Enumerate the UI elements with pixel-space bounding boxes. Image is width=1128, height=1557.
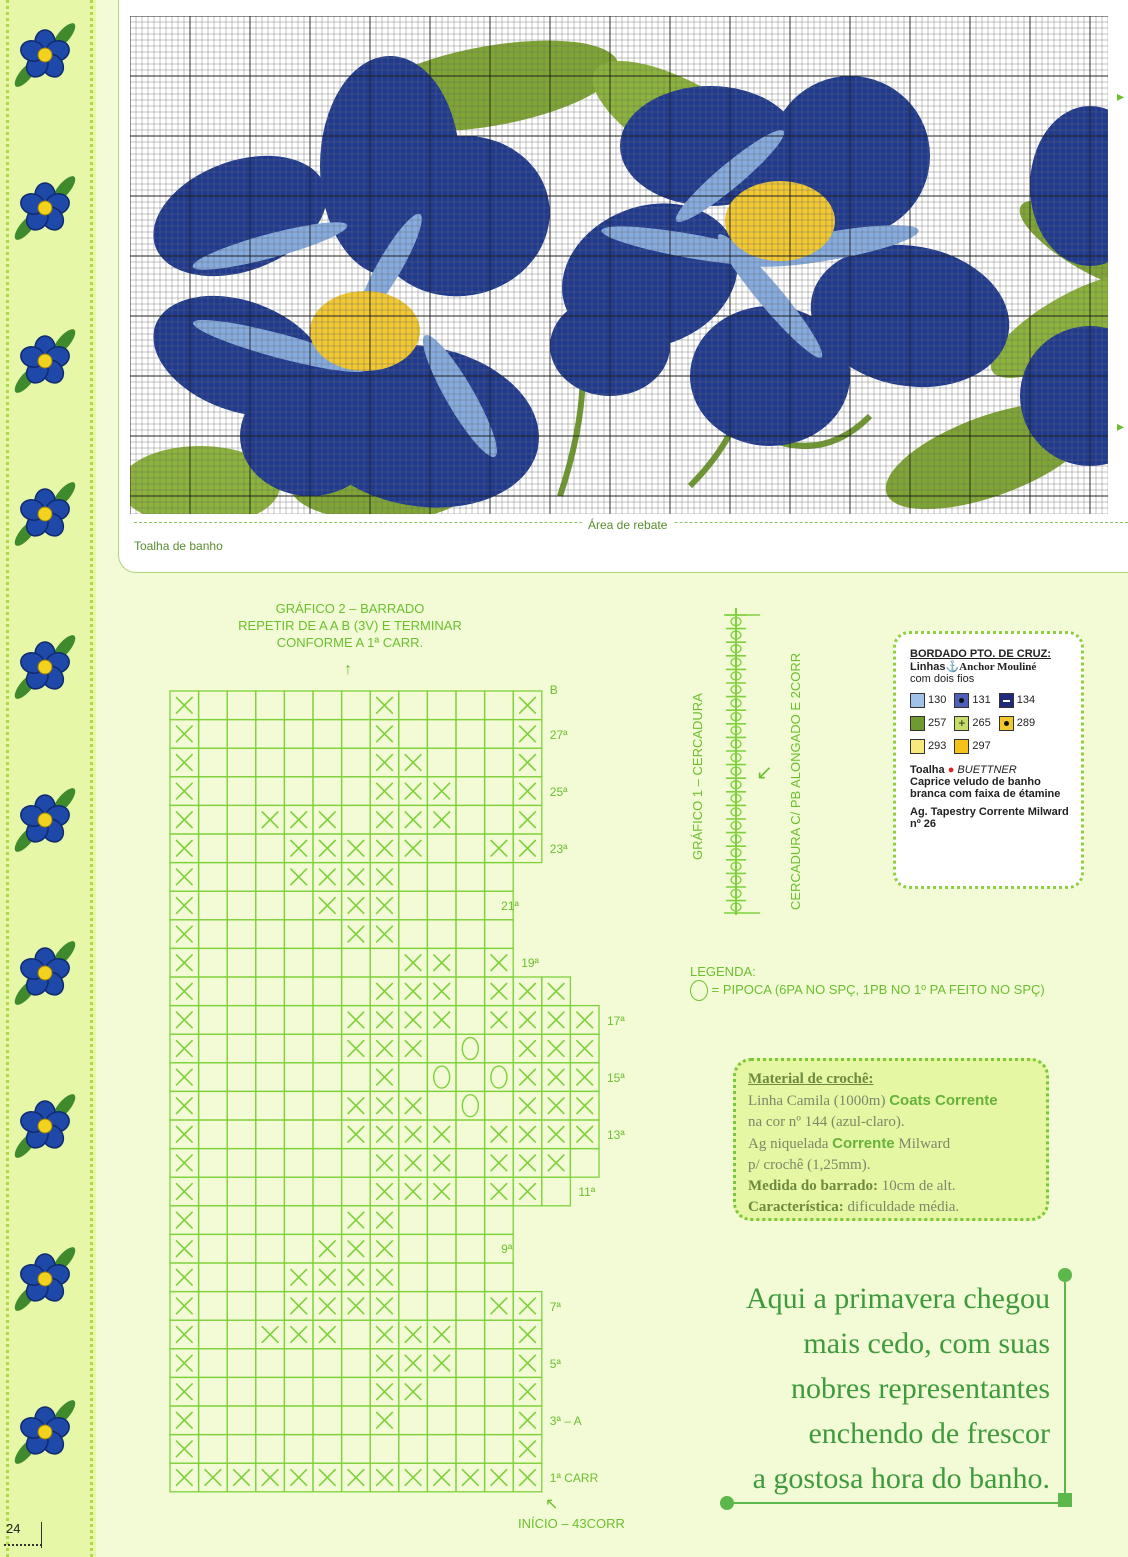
row-label: 19ª bbox=[521, 956, 539, 971]
thread-swatch: 289 bbox=[999, 717, 1035, 729]
quote-line: enchendo de frescor bbox=[808, 1417, 1050, 1450]
popcorn-stitch-icon bbox=[690, 980, 708, 1001]
arrow-right-icon: ▸ bbox=[1117, 418, 1125, 434]
thread-swatch: 134 bbox=[999, 694, 1035, 706]
flower-icon bbox=[12, 1093, 78, 1159]
flower-icon bbox=[12, 175, 78, 241]
row-label: 11ª bbox=[578, 1185, 596, 1200]
page-number: 24 bbox=[6, 1521, 21, 1536]
flower-icon bbox=[12, 22, 78, 88]
row-label: 5ª bbox=[549, 1356, 561, 1371]
rebate-caption: Área de rebate bbox=[582, 518, 673, 532]
decorative-border-strip bbox=[0, 0, 96, 1557]
row-label: 3ª – A bbox=[549, 1414, 582, 1428]
legend-item: = PIPOCA (6PA NO SPÇ, 1PB NO 1º PA FEITO NO SPÇ) bbox=[690, 980, 1045, 1001]
quote-line: nobres representantes bbox=[790, 1372, 1050, 1405]
thread-swatch: + 265 bbox=[954, 717, 990, 729]
chart1-description: CERCADURA C/ PB ALONGADO E 2CORR bbox=[788, 652, 803, 910]
row-label: 15ª bbox=[607, 1070, 625, 1085]
needle-info: Ag. Tapestry Corrente Milward nº 26 bbox=[910, 806, 1069, 830]
flower-icon bbox=[12, 481, 78, 547]
crochet-filet-chart bbox=[168, 689, 608, 1509]
flower-icon bbox=[12, 940, 78, 1006]
row-label: 23ª bbox=[549, 842, 568, 856]
quote-frame bbox=[715, 1265, 1080, 1515]
chart1-label: GRÁFICO 1 – CERCADURA bbox=[690, 693, 705, 860]
thread-swatch: 293 bbox=[910, 740, 946, 752]
cross-stitch-flower-pattern bbox=[130, 16, 1108, 514]
row-label: 27ª bbox=[549, 727, 568, 742]
buettner-logo-icon: ● bbox=[947, 764, 955, 776]
cross-stitch-grid bbox=[130, 16, 1108, 514]
anchor-icon: ⚓ bbox=[945, 661, 960, 673]
thread-swatch: 130 bbox=[910, 694, 946, 706]
arrow-right-icon: ▸ bbox=[1117, 88, 1125, 104]
arrow-diagonal-icon: ↖ bbox=[545, 1496, 559, 1513]
arrow-diagonal-icon: ↙ bbox=[756, 762, 773, 784]
page-number-rule bbox=[41, 1522, 42, 1548]
row-label: 25ª bbox=[549, 784, 568, 799]
start-label: INÍCIO – 43CORR bbox=[518, 1516, 625, 1531]
crochet-materials-box: Material de crochê: Linha Camila (1000m) Coats Corrente na cor nº 144 (azul-claro). Ag niquelada Corrente Milward p/ crochê (1,25mm). Medida do barrado: 10cm de alt. Característica: dificuldade média. bbox=[733, 1058, 1049, 1221]
flower-icon bbox=[12, 328, 78, 394]
row-label: 1ª CARR bbox=[549, 1471, 599, 1486]
crochet-materials-heading: Material de crochê: bbox=[748, 1071, 874, 1087]
quote-line: mais cedo, com suas bbox=[803, 1327, 1050, 1360]
flower-icon bbox=[12, 634, 78, 700]
row-label: 21ª bbox=[501, 899, 519, 914]
row-label: 13ª bbox=[607, 1128, 625, 1142]
towel-line: Toalha ● BUETTNER bbox=[910, 764, 1017, 776]
chart2-title: GRÁFICO 2 – BARRADO REPETIR DE A A B (3V) E TERMINAR CONFORME A 1ª CARR. bbox=[238, 601, 462, 650]
row-label: B bbox=[549, 683, 558, 697]
thread-swatch: 257 bbox=[910, 717, 946, 729]
chart-caption: Toalha de banho bbox=[134, 539, 223, 553]
arrow-up-icon: ↑ bbox=[344, 661, 352, 678]
materials-box bbox=[893, 631, 1084, 889]
row-label: 17ª bbox=[607, 1013, 625, 1028]
materials-heading: BORDADO PTO. DE CRUZ: bbox=[910, 648, 1051, 660]
flower-icon bbox=[12, 787, 78, 853]
quote-line: a gostosa hora do banho. bbox=[752, 1462, 1050, 1495]
thread-swatch: 131 bbox=[954, 694, 990, 706]
flower-icon bbox=[12, 1246, 78, 1312]
legend-title: LEGENDA: bbox=[690, 964, 756, 979]
page-number-rule bbox=[4, 1544, 42, 1546]
threads-line: Linhas⚓Anchor Mouliné bbox=[910, 661, 1037, 673]
thread-swatch: 297 bbox=[954, 740, 990, 752]
row-label: 9ª bbox=[501, 1242, 513, 1257]
flower-icon bbox=[12, 1399, 78, 1465]
row-label: 7ª bbox=[549, 1299, 561, 1314]
quote-line: Aqui a primavera chegou bbox=[745, 1282, 1050, 1315]
threads-note: com dois fios bbox=[910, 673, 975, 685]
towel-description: Caprice veludo de banho branca com faixa de étamine bbox=[910, 776, 1061, 800]
